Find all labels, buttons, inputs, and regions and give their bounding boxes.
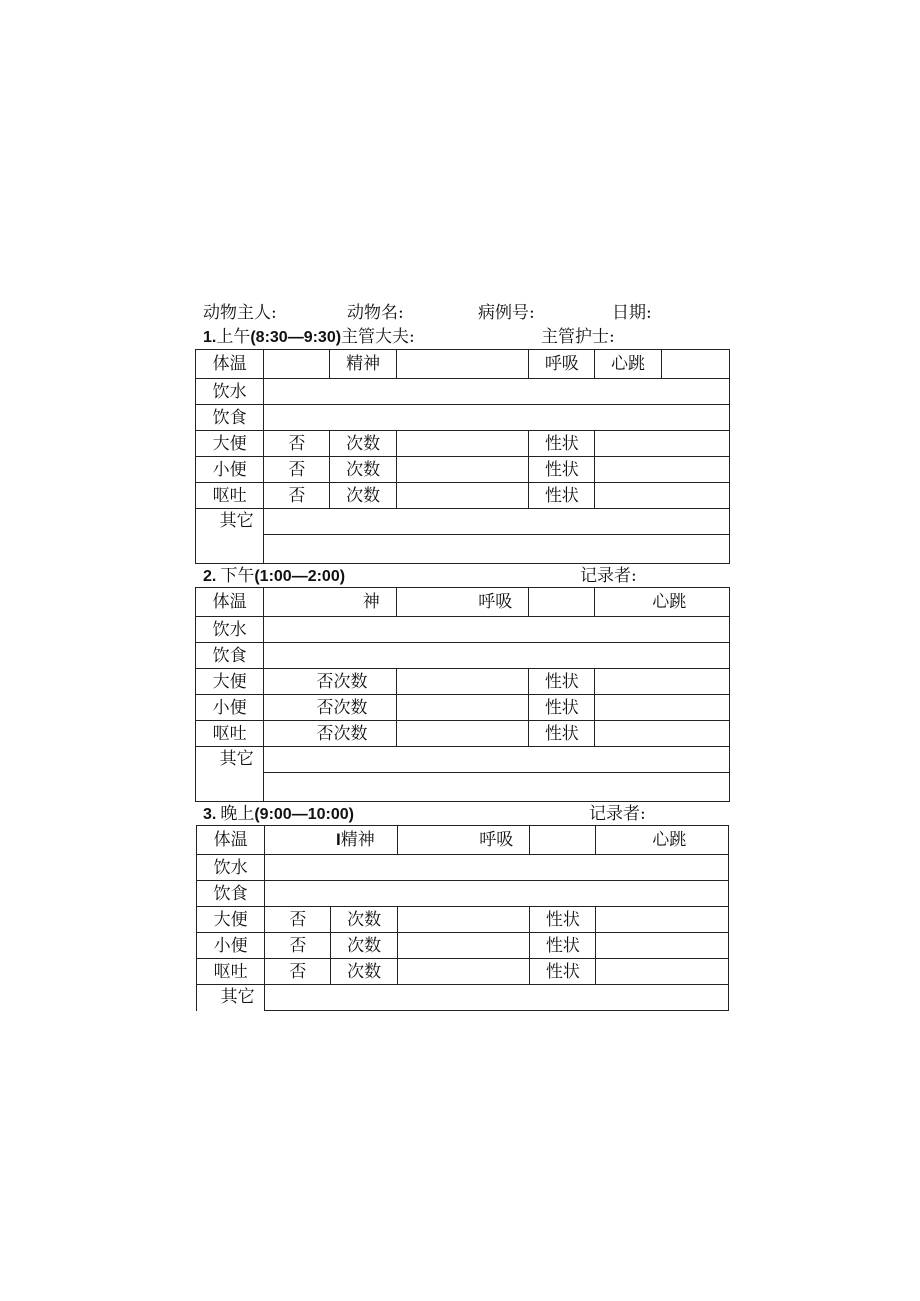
- spirit-cell: [265, 826, 397, 855]
- food-value[interactable]: [264, 405, 730, 431]
- stool-count-value[interactable]: [396, 669, 528, 695]
- urine-count-value[interactable]: [396, 457, 528, 483]
- label-stool: 大便: [197, 907, 265, 933]
- section1-title: [203, 327, 415, 348]
- label-water: 饮水: [197, 855, 265, 881]
- label-water: 饮水: [196, 379, 264, 405]
- label-heart: 心跳: [595, 350, 661, 379]
- case-number-label: 病例号:: [478, 303, 535, 323]
- label-food: 饮食: [197, 881, 265, 907]
- label-vomit: 呕吐: [196, 721, 264, 747]
- section2-table: [195, 587, 730, 802]
- stool-nature-value[interactable]: [596, 907, 729, 933]
- urine-nature-label: 性状: [529, 695, 595, 721]
- section3-time: (9:00—10:00): [254, 806, 354, 823]
- label-other: 其它: [196, 747, 264, 802]
- food-value[interactable]: [264, 643, 730, 669]
- section1-doctor-label: 主管大夫:: [341, 327, 415, 347]
- urine-nature-value[interactable]: [596, 933, 729, 959]
- urine-nature-label: 性状: [529, 457, 595, 483]
- urine-nature-value[interactable]: [595, 695, 730, 721]
- other-value-1[interactable]: [264, 509, 730, 535]
- section1-period: 上午: [216, 327, 251, 347]
- label-food: 饮食: [196, 405, 264, 431]
- spirit-mark: I: [336, 830, 341, 849]
- label-spirit: 精神: [340, 830, 375, 850]
- animal-name-label: 动物名:: [347, 303, 404, 323]
- stool-nature-label: 性状: [530, 907, 596, 933]
- label-breath: 呼吸: [529, 350, 595, 379]
- water-value[interactable]: [265, 855, 729, 881]
- section3-period: 晚上: [220, 804, 255, 824]
- section3-title: [203, 804, 354, 825]
- label-temperature: 体温: [196, 588, 264, 617]
- section1-table: [195, 349, 730, 564]
- vomit-count-value[interactable]: [397, 959, 529, 985]
- breath-value[interactable]: [529, 588, 595, 617]
- vomit-count-label: 次数: [330, 483, 396, 509]
- spirit-value[interactable]: [396, 350, 528, 379]
- label-urine: 小便: [196, 457, 264, 483]
- urine-count-label: 次数: [330, 457, 396, 483]
- heart-value[interactable]: [661, 350, 729, 379]
- water-value[interactable]: [264, 617, 730, 643]
- stool-nature-label: 性状: [529, 431, 595, 457]
- urine-no: 否: [265, 933, 331, 959]
- vomit-count-label: 次数: [331, 959, 397, 985]
- label-heart: 心跳: [596, 826, 729, 855]
- section3-table: [196, 825, 729, 1011]
- food-value[interactable]: [265, 881, 729, 907]
- vomit-no: 否: [265, 959, 331, 985]
- urine-no: 否: [264, 457, 330, 483]
- vomit-count-value[interactable]: [396, 483, 528, 509]
- label-urine: 小便: [197, 933, 265, 959]
- stool-no: 否: [264, 431, 330, 457]
- label-vomit: 呕吐: [196, 483, 264, 509]
- section1-time: (8:30—9:30): [250, 329, 342, 346]
- other-value-1[interactable]: [264, 747, 730, 773]
- date-label: 日期:: [612, 303, 652, 323]
- label-spirit: 精神: [330, 350, 396, 379]
- urine-nature-label: 性状: [530, 933, 596, 959]
- vomit-no: 否: [264, 483, 330, 509]
- section2-number: 2.: [203, 568, 217, 585]
- section1-number: 1.: [203, 329, 217, 346]
- section1-nurse-label: 主管护士:: [541, 327, 615, 347]
- label-temperature: 体温: [197, 826, 265, 855]
- vomit-nature-value[interactable]: [596, 959, 729, 985]
- vomit-count-value[interactable]: [396, 721, 528, 747]
- stool-nature-value[interactable]: [595, 669, 730, 695]
- urine-nature-value[interactable]: [595, 457, 730, 483]
- section2-period: 下午: [220, 566, 255, 586]
- vomit-nature-label: 性状: [529, 721, 595, 747]
- stool-no: 否: [265, 907, 331, 933]
- label-urine: 小便: [196, 695, 264, 721]
- label-spirit: 神: [264, 588, 396, 617]
- urine-count-label: 次数: [331, 933, 397, 959]
- section3-number: 3.: [203, 806, 217, 823]
- stool-count-label: 次数: [331, 907, 397, 933]
- label-breath: 呼吸: [397, 826, 529, 855]
- section2-recorder-label: 记录者:: [580, 566, 637, 586]
- label-water: 饮水: [196, 617, 264, 643]
- stool-nature-value[interactable]: [595, 431, 730, 457]
- urine-no-count: 否次数: [264, 695, 396, 721]
- other-value-2[interactable]: [264, 535, 730, 564]
- label-food: 饮食: [196, 643, 264, 669]
- temperature-value[interactable]: [264, 350, 330, 379]
- vomit-nature-value[interactable]: [595, 483, 730, 509]
- label-other: 其它: [197, 985, 265, 1011]
- water-value[interactable]: [264, 379, 730, 405]
- vomit-nature-value[interactable]: [595, 721, 730, 747]
- label-heart: 心跳: [595, 588, 730, 617]
- label-stool: 大便: [196, 669, 264, 695]
- stool-count-label: 次数: [330, 431, 396, 457]
- other-value-1[interactable]: [265, 985, 729, 1011]
- stool-nature-label: 性状: [529, 669, 595, 695]
- stool-no-count: 否次数: [264, 669, 396, 695]
- section3-recorder-label: 记录者:: [589, 804, 646, 824]
- owner-label: 动物主人:: [203, 303, 277, 323]
- vomit-nature-label: 性状: [530, 959, 596, 985]
- label-other: 其它: [196, 509, 264, 564]
- vomit-no-count: 否次数: [264, 721, 396, 747]
- section2-time: (1:00—2:00): [254, 568, 346, 585]
- other-value-2[interactable]: [264, 773, 730, 802]
- stool-count-value[interactable]: [396, 431, 528, 457]
- label-breath: 呼吸: [396, 588, 528, 617]
- label-stool: 大便: [196, 431, 264, 457]
- vomit-nature-label: 性状: [529, 483, 595, 509]
- breath-value[interactable]: [530, 826, 596, 855]
- label-vomit: 呕吐: [197, 959, 265, 985]
- urine-count-value[interactable]: [396, 695, 528, 721]
- urine-count-value[interactable]: [397, 933, 529, 959]
- label-temperature: 体温: [196, 350, 264, 379]
- section2-title: [203, 566, 345, 587]
- stool-count-value[interactable]: [397, 907, 529, 933]
